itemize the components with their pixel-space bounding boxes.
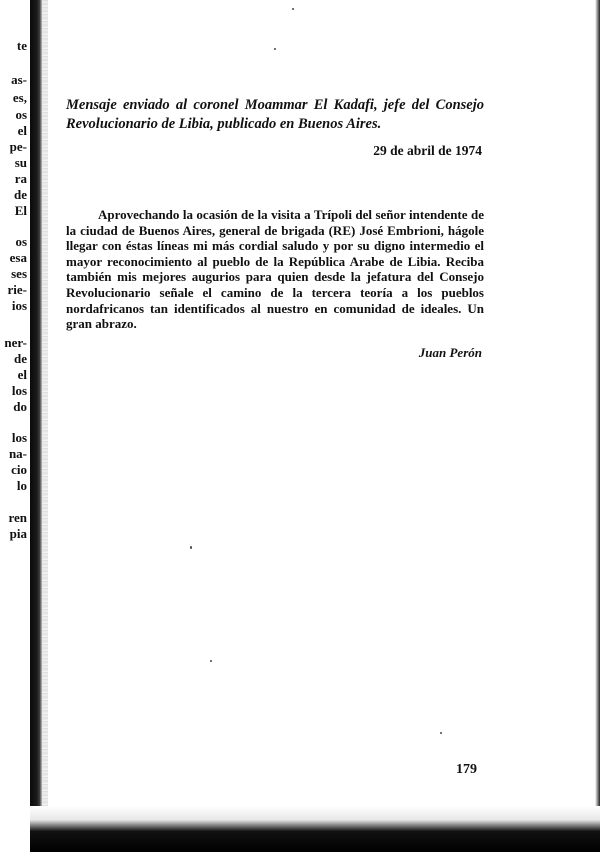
facing-page-text: los — [11, 430, 27, 445]
letter-body: Aprovechando la ocasión de la visita a Trípoli del señor intendente de la ciudad de Buenos Aires, general de brigada (RE) José Embrioni, hágole llegar con éstas líneas mi más cordial saludo y por su digno intermedio el mayor reconocimiento al pueblo de la República Arabe de Libia. Reciba también mis mejores augurios para quien desde la jefatura del Consejo Revolucionario señale el camino de la tercera teoría a los pueblos nordafricanos tan identificados al nuestro en comunidad de ideales. Un gran abrazo. — [66, 207, 484, 332]
facing-page-text: do — [13, 399, 27, 414]
facing-page-text: de — [14, 187, 27, 202]
facing-page-text: de — [14, 351, 27, 366]
facing-page-text: na- — [8, 446, 27, 461]
facing-page-text: esa — [9, 250, 27, 265]
facing-page-text: pia — [9, 526, 27, 541]
scan-speck — [440, 732, 442, 734]
book-gutter-shadow — [30, 0, 42, 852]
facing-page-text: es, — [12, 90, 27, 105]
facing-page-text: pe- — [9, 139, 27, 154]
document-date: 29 de abril de 1974 — [373, 143, 482, 158]
facing-page-text: el — [17, 123, 27, 138]
facing-page-text: ios — [11, 298, 27, 313]
facing-page-margin — [0, 0, 30, 852]
bottom-page-edge — [30, 806, 600, 852]
facing-page-text: los — [11, 383, 27, 398]
document-heading: Mensaje enviado al coronel Moammar El Kadafi, jefe del Consejo Revolucionario de Libia, publicado en Buenos Aires. — [66, 97, 484, 132]
main-page — [48, 0, 596, 806]
facing-page-text: ner- — [4, 335, 27, 350]
facing-page-text: ren — [8, 510, 27, 525]
facing-page-text: os — [15, 107, 27, 122]
scan-speck — [190, 546, 192, 549]
page-number: 179 — [456, 762, 477, 777]
scan-speck — [274, 48, 276, 50]
facing-page-text: as- — [11, 72, 27, 87]
signature: Juan Perón — [418, 345, 482, 360]
facing-page-text: os — [15, 234, 27, 249]
facing-page-text: rie- — [7, 282, 27, 297]
facing-page-text: lo — [16, 478, 27, 493]
facing-page-text: el — [17, 367, 27, 382]
facing-page-text: su — [14, 155, 27, 170]
facing-page-text: cio — [11, 462, 27, 477]
facing-page-text: ra — [14, 171, 27, 186]
facing-page-text: El — [14, 203, 27, 218]
scan-speck — [210, 660, 212, 662]
scan-speck — [292, 8, 294, 10]
facing-page-text: te — [16, 38, 27, 53]
facing-page-text: ses — [11, 266, 27, 281]
